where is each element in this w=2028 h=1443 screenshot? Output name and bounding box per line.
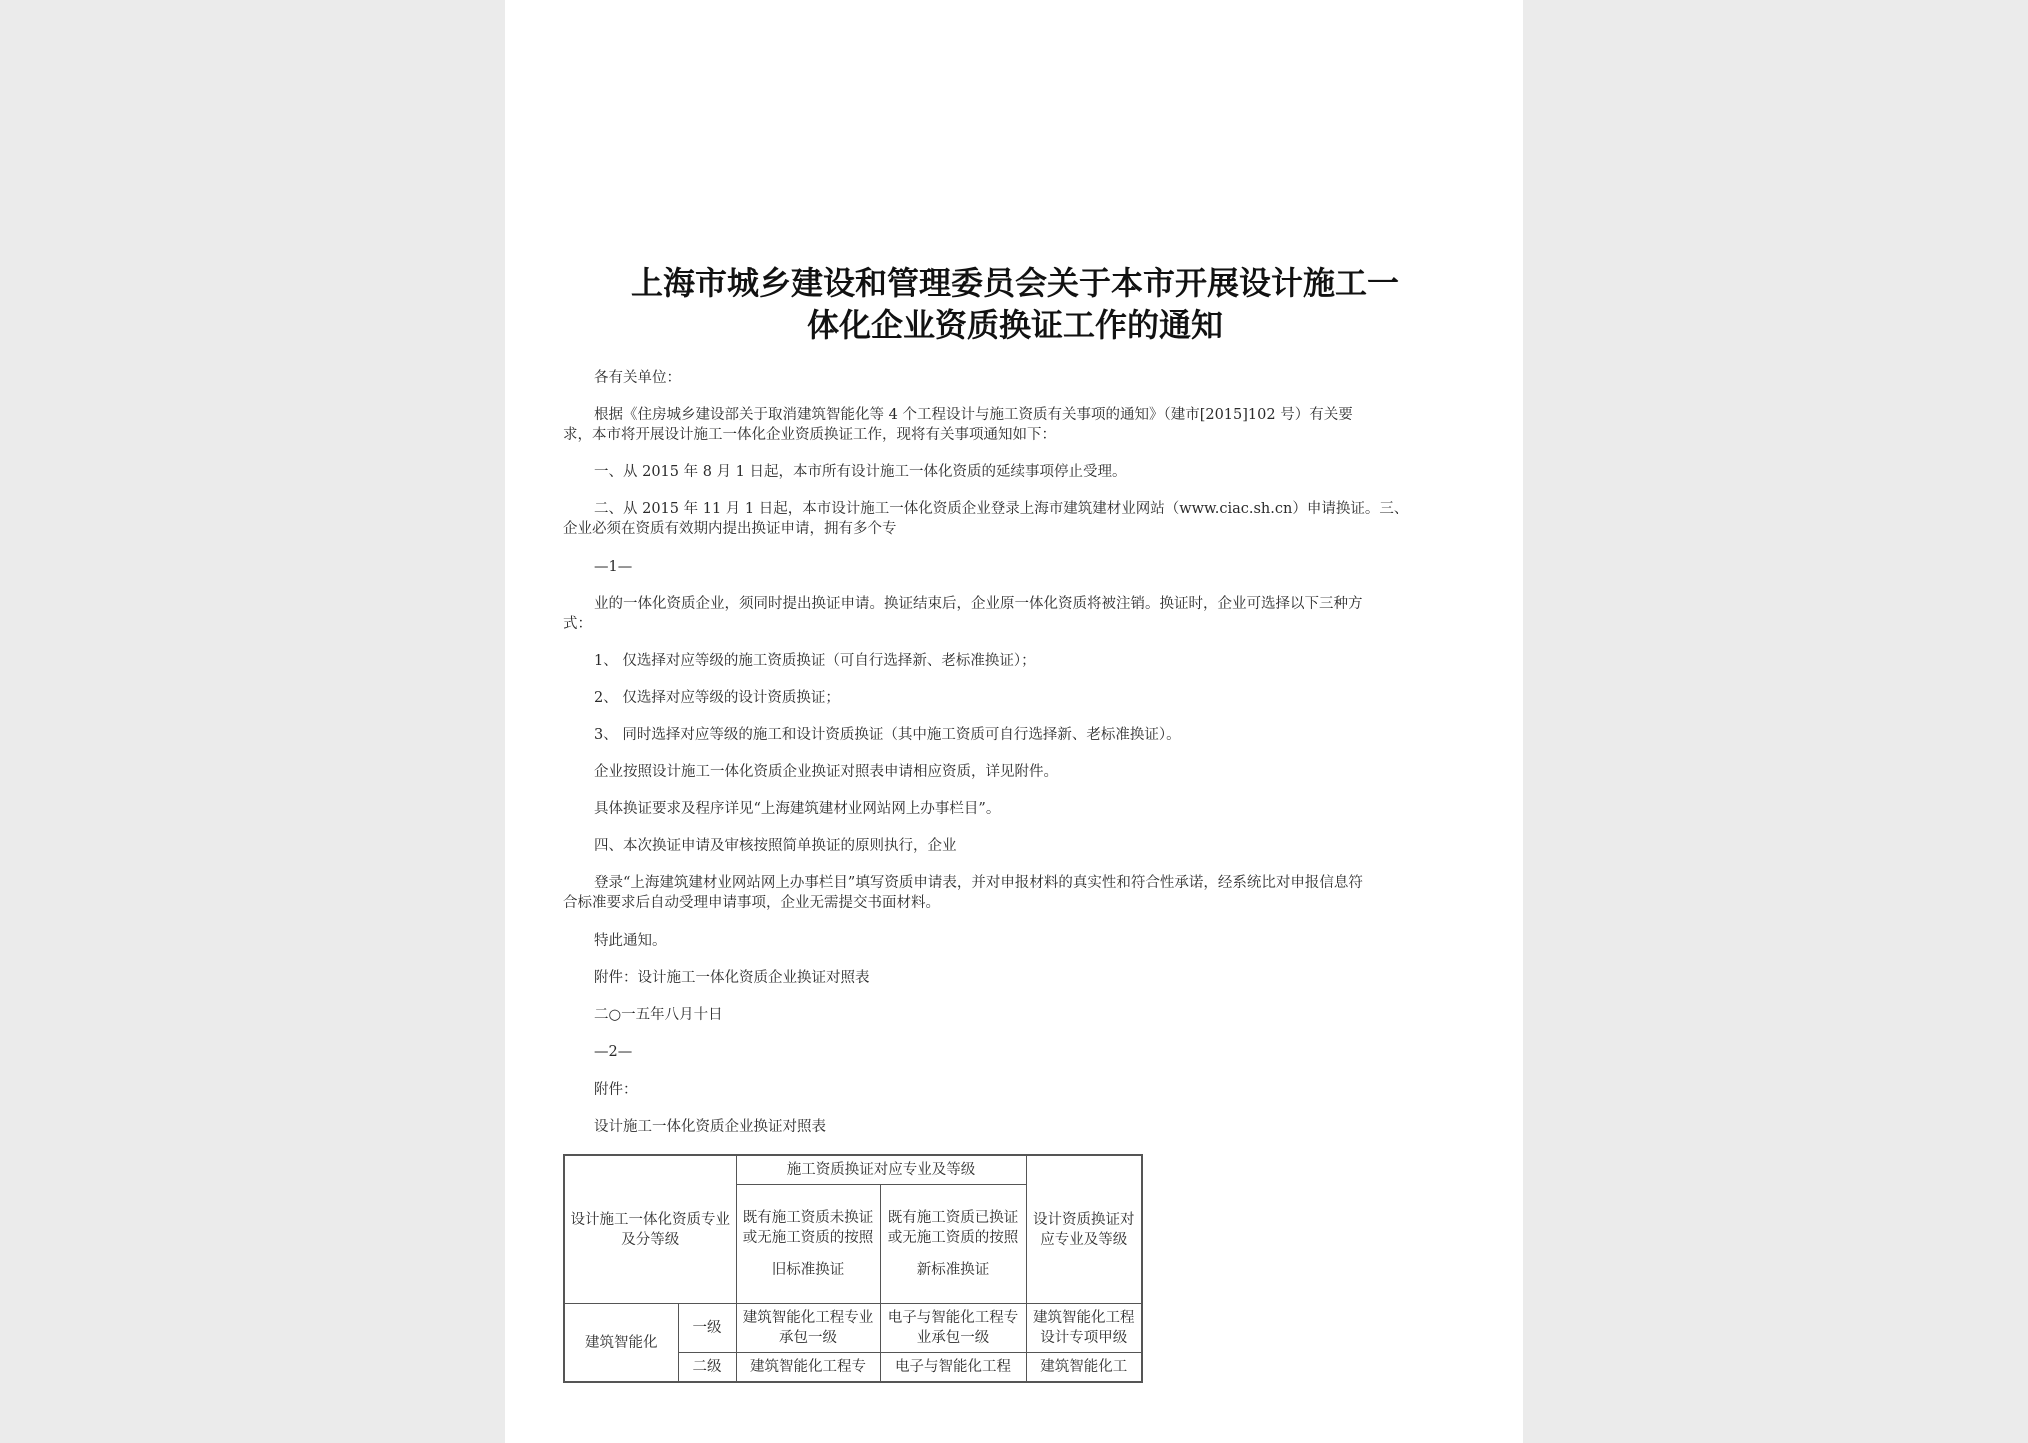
old-standard-sub: 旧标准换证 bbox=[771, 1262, 845, 1278]
paragraph-4-line-2: 式： bbox=[563, 616, 592, 632]
salutation: 各有关单位： bbox=[594, 370, 681, 386]
attachment-note: 附件：设计施工一体化资质企业换证对照表 bbox=[594, 970, 870, 986]
old-standard-cell: 建筑智能化工程专业承包一级 bbox=[736, 1304, 880, 1353]
old-standard-cell: 建筑智能化工程专 bbox=[736, 1353, 880, 1383]
grade-cell: 一级 bbox=[678, 1304, 736, 1353]
design-cell: 建筑智能化工 bbox=[1026, 1353, 1142, 1383]
paragraph-6: 具体换证要求及程序详见“上海建筑建材业网站网上办事栏目”。 bbox=[594, 801, 1001, 817]
paragraph-7: 四、本次换证申请及审核按照简单换证的原则执行，企业 bbox=[594, 838, 957, 854]
new-standard-cell: 电子与智能化工程 bbox=[880, 1353, 1026, 1383]
design-cell: 建筑智能化工程设计专项甲级 bbox=[1026, 1304, 1142, 1353]
option-1: 1、 仅选择对应等级的施工资质换证（可自行选择新、老标准换证）； bbox=[594, 653, 1036, 669]
old-standard-text: 既有施工资质未换证或无施工资质的按照 bbox=[742, 1210, 874, 1246]
closing: 特此通知。 bbox=[594, 933, 667, 949]
issue-date: 二○一五年八月十日 bbox=[594, 1007, 723, 1023]
title-line-1: 上海市城乡建设和管理委员会关于本市开展设计施工一 bbox=[630, 264, 1399, 302]
table-row bbox=[564, 1155, 1142, 1185]
header-new-standard bbox=[880, 1185, 1026, 1304]
table-title: 设计施工一体化资质企业换证对照表 bbox=[594, 1119, 826, 1135]
header-construction: 施工资质换证对应专业及等级 bbox=[736, 1155, 1026, 1185]
paragraph-3-line-2: 企业必须在资质有效期内提出换证申请，拥有多个专 bbox=[563, 521, 897, 537]
new-standard-cell: 电子与智能化工程专业承包一级 bbox=[880, 1304, 1026, 1353]
paragraph-8-line-2: 合标准要求后自动受理申请事项，企业无需提交书面材料。 bbox=[563, 895, 940, 911]
category-cell: 建筑智能化 bbox=[564, 1304, 678, 1383]
grade-cell: 二级 bbox=[678, 1353, 736, 1383]
page-number-2: —2— bbox=[594, 1044, 633, 1060]
header-design: 设计资质换证对应专业及等级 bbox=[1026, 1155, 1142, 1304]
table-row bbox=[564, 1304, 1142, 1353]
paragraph-8-line-1: 登录“上海建筑建材业网站网上办事栏目”填写资质申请表，并对申报材料的真实性和符合性承诺，经系统比对申报信息符 bbox=[594, 875, 1363, 891]
paragraph-5: 企业按照设计施工一体化资质企业换证对照表申请相应资质，详见附件。 bbox=[594, 764, 1058, 780]
document-page bbox=[505, 0, 1523, 1443]
attachment-label: 附件： bbox=[594, 1082, 638, 1098]
title-line-2: 体化企业资质换证工作的通知 bbox=[806, 306, 1223, 344]
paragraph-1-line-1: 根据《住房城乡建设部关于取消建筑智能化等 4 个工程设计与施工资质有关事项的通知》（建市[2015]102 号）有关要 bbox=[594, 407, 1353, 423]
document-title bbox=[565, 262, 1465, 346]
header-qualification: 设计施工一体化资质专业及分等级 bbox=[564, 1155, 736, 1304]
header-old-standard bbox=[736, 1185, 880, 1304]
new-standard-sub: 新标准换证 bbox=[916, 1262, 990, 1278]
option-3: 3、 同时选择对应等级的施工和设计资质换证（其中施工资质可自行选择新、老标准换证）。 bbox=[594, 727, 1181, 743]
page-number-1: —1— bbox=[594, 559, 633, 575]
paragraph-1-line-2: 求，本市将开展设计施工一体化企业资质换证工作，现将有关事项通知如下： bbox=[563, 427, 1056, 443]
conversion-table bbox=[563, 1154, 1143, 1383]
paragraph-3-line-1: 二、从 2015 年 11 月 1 日起，本市设计施工一体化资质企业登录上海市建筑建材业网站（www.ciac.sh.cn）申请换证。三、 bbox=[594, 501, 1409, 517]
option-2: 2、 仅选择对应等级的设计资质换证； bbox=[594, 690, 840, 706]
new-standard-text: 既有施工资质已换证或无施工资质的按照 bbox=[887, 1210, 1019, 1246]
paragraph-2: 一、从 2015 年 8 月 1 日起，本市所有设计施工一体化资质的延续事项停止受理。 bbox=[594, 464, 1127, 480]
paragraph-4-line-1: 业的一体化资质企业，须同时提出换证申请。换证结束后，企业原一体化资质将被注销。换证时，企业可选择以下三种方 bbox=[594, 596, 1363, 612]
